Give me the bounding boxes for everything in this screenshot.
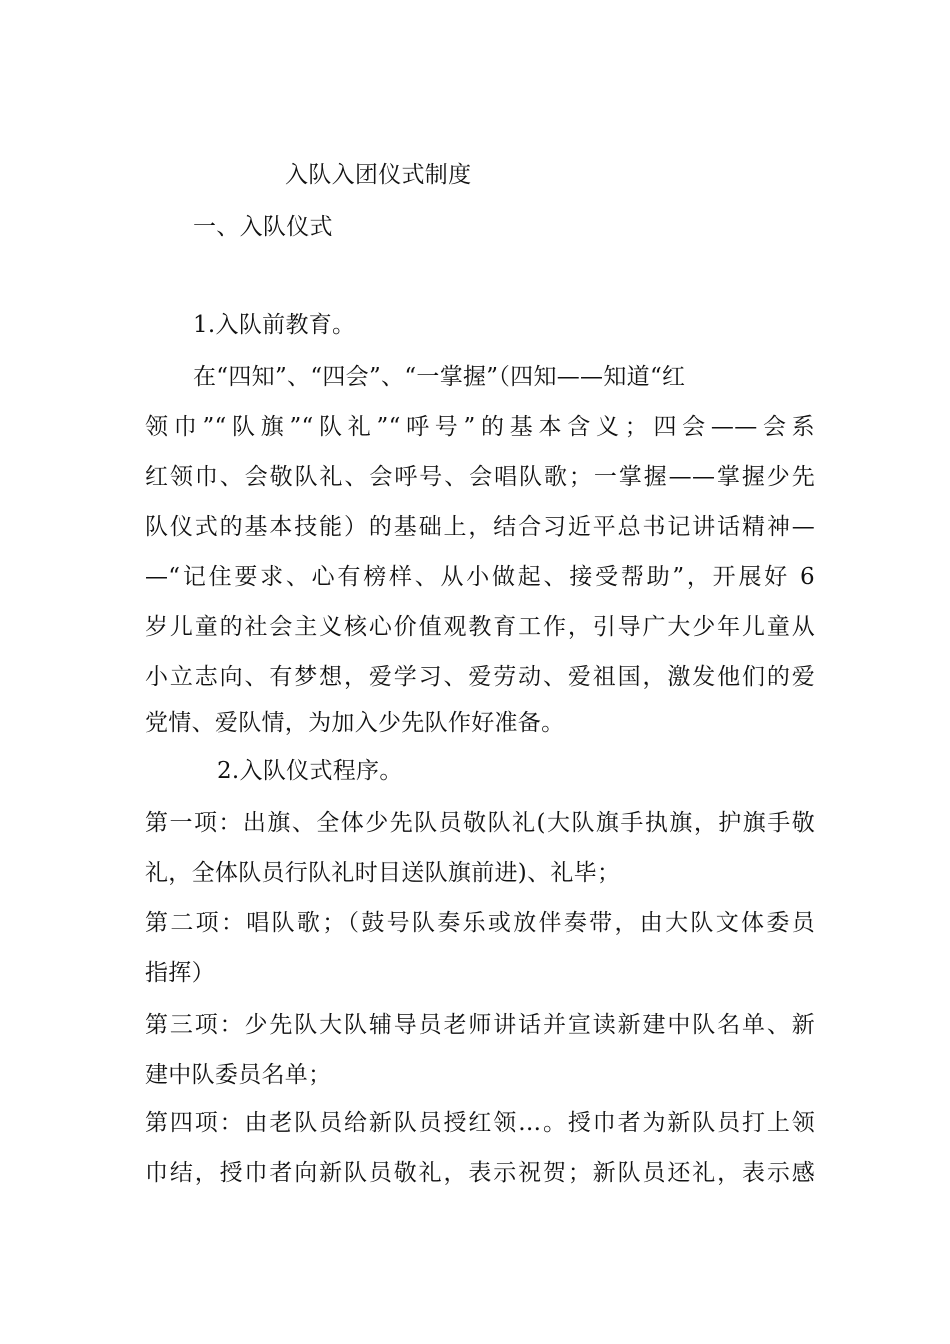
paragraph-line: 在“四知”、“四会”、“一掌握”（四知——知道“红 <box>193 364 686 390</box>
paragraph-line: 红领巾、会敬队礼、会呼号、会唱队歌；一掌握——掌握少先 <box>145 464 815 490</box>
paragraph-line: 岁儿童的社会主义核心价值观教育工作，引导广大少年儿童从 <box>145 614 815 640</box>
paragraph-line: 小立志向、有梦想，爱学习、爱劳动、爱祖国，激发他们的爱 <box>145 664 815 690</box>
step-line: 第四项：由老队员给新队员授红领…。授巾者为新队员打上领 <box>145 1110 815 1136</box>
step-line: 第三项：少先队大队辅导员老师讲话并宣读新建中队名单、新 <box>145 1012 815 1038</box>
paragraph-line: 党情、爱队情，为加入少先队作好准备。 <box>145 710 565 736</box>
step-line: 建中队委员名单； <box>145 1062 332 1088</box>
step-line: 第一项：出旗、全体少先队员敬队礼(大队旗手执旗，护旗手敬 <box>145 810 815 836</box>
paragraph-line: —“记住要求、心有榜样、从小做起、接受帮助”，开展好 6 <box>145 564 815 590</box>
step-line: 第二项：唱队歌；（鼓号队奏乐或放伴奏带，由大队文体委员 <box>145 910 815 936</box>
step-line: 巾结，授巾者向新队员敬礼，表示祝贺；新队员还礼，表示感 <box>145 1160 815 1186</box>
subsection-heading: 1.入队前教育。 <box>193 312 356 338</box>
subsection-heading: 2.入队仪式程序。 <box>217 758 403 784</box>
document-title: 入队入团仪式制度 <box>285 162 472 188</box>
step-line: 礼，全体队员行队礼时目送队旗前进)、礼毕； <box>145 860 621 886</box>
step-line: 指挥） <box>145 960 215 986</box>
section-heading: 一、入队仪式 <box>193 214 333 240</box>
paragraph-line: 领巾”“队旗”“队礼”“呼号”的基本含义；四会——会系 <box>145 414 815 440</box>
paragraph-line: 队仪式的基本技能）的基础上，结合习近平总书记讲话精神— <box>145 514 815 540</box>
